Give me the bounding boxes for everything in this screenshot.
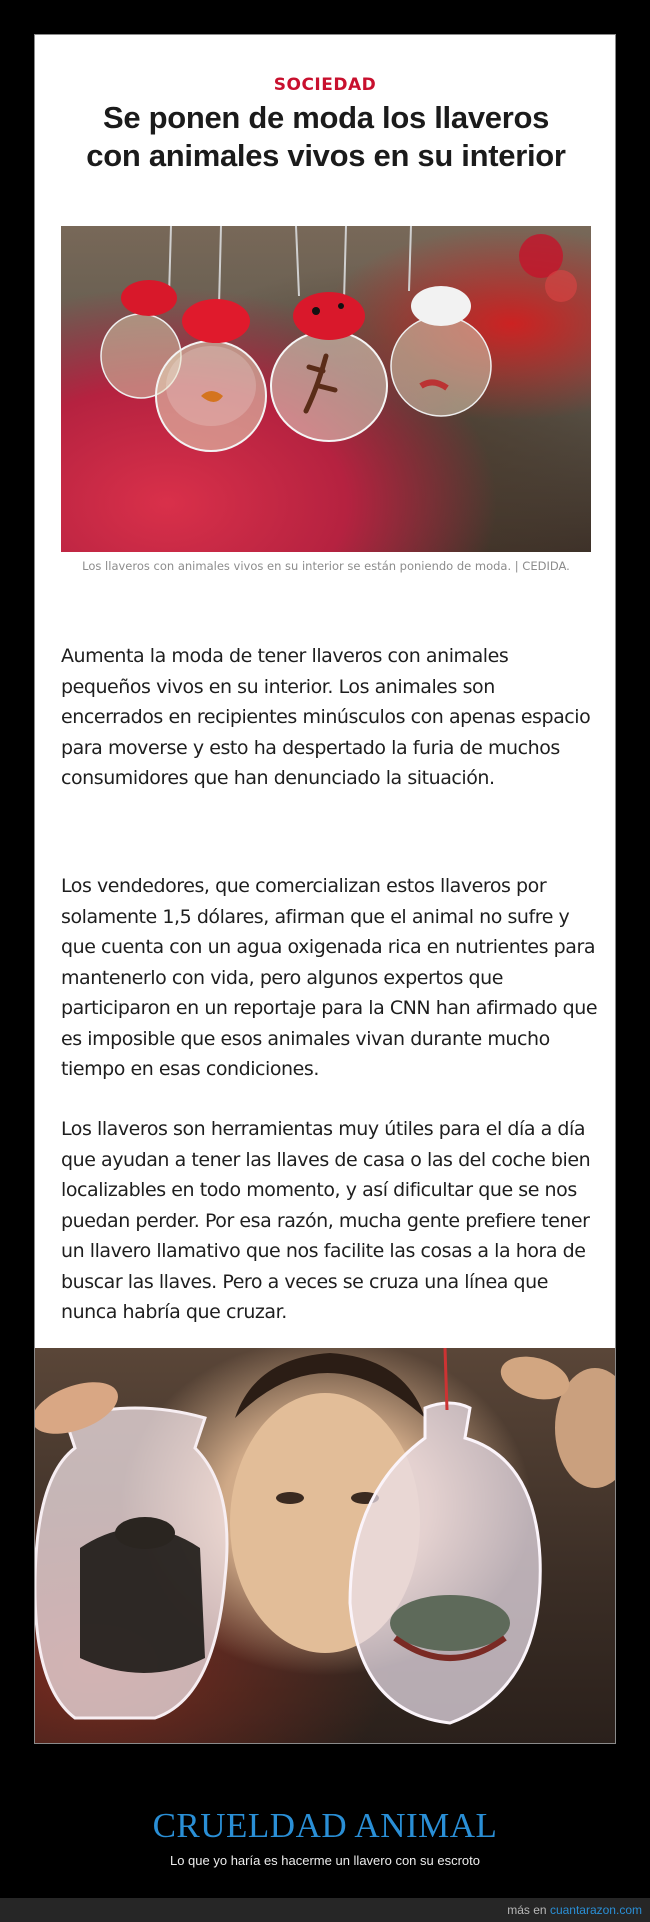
article-headline: Se ponen de moda los llaveros con animales vivos en su interior (86, 100, 566, 173)
footer-text (507, 1903, 642, 1917)
post-title: CRUELDAD ANIMAL (152, 1806, 498, 1845)
article-paragraph: Los vendedores, que comercializan estos llaveros por solamente 1,5 dólares, afirman que el animal no sufre y que cuenta con un agua oxigenada rica en nutrientes para mantenerlo con vida, pero algunos expertos que participaron en un reportaje para la CNN han afirmado que es imposible que esos animales vivan durante mucho tiempo en esas condiciones. (61, 875, 598, 1080)
turtle-bags-illustration (35, 1348, 616, 1744)
article-paragraph: Aumenta la moda de tener llaveros con animales pequeños vivos en su interior. Los animales son encerrados en recipientes minúsculos con apenas espacio para moverse y esto ha despertado la furia de muchos consumidores que han denunciado la situación. (61, 645, 591, 789)
article-paragraph: Los llaveros son herramientas muy útiles para el día a día que ayudan a tener las llaves de casa o las del coche bien localizables en todo momento, y así dificultar que se nos puedan perder. Por esa razón, mucha gente prefiere tener un llavero llamativo que nos facilite las cosas a la hora de buscar las llaves. Pero a veces se cruza una línea que nunca habría que cruzar. (61, 1118, 591, 1323)
image-caption: Los llaveros con animales vivos en su interior se están poniendo de moda. | CEDIDA. (82, 559, 570, 573)
site-link[interactable]: cuantarazon.com (549, 1903, 642, 1917)
keychain-illustration (61, 226, 591, 552)
turtle-bags-photo (35, 1348, 616, 1744)
footer-bar (0, 1898, 650, 1922)
meme-card (34, 34, 616, 1744)
post-subtitle: Lo que yo haría es hacerme un llavero con su escroto (169, 1853, 480, 1868)
keychain-photo (61, 226, 591, 552)
section-label[interactable]: SOCIEDAD (273, 75, 377, 95)
footer-prefix: más en (507, 1903, 547, 1917)
